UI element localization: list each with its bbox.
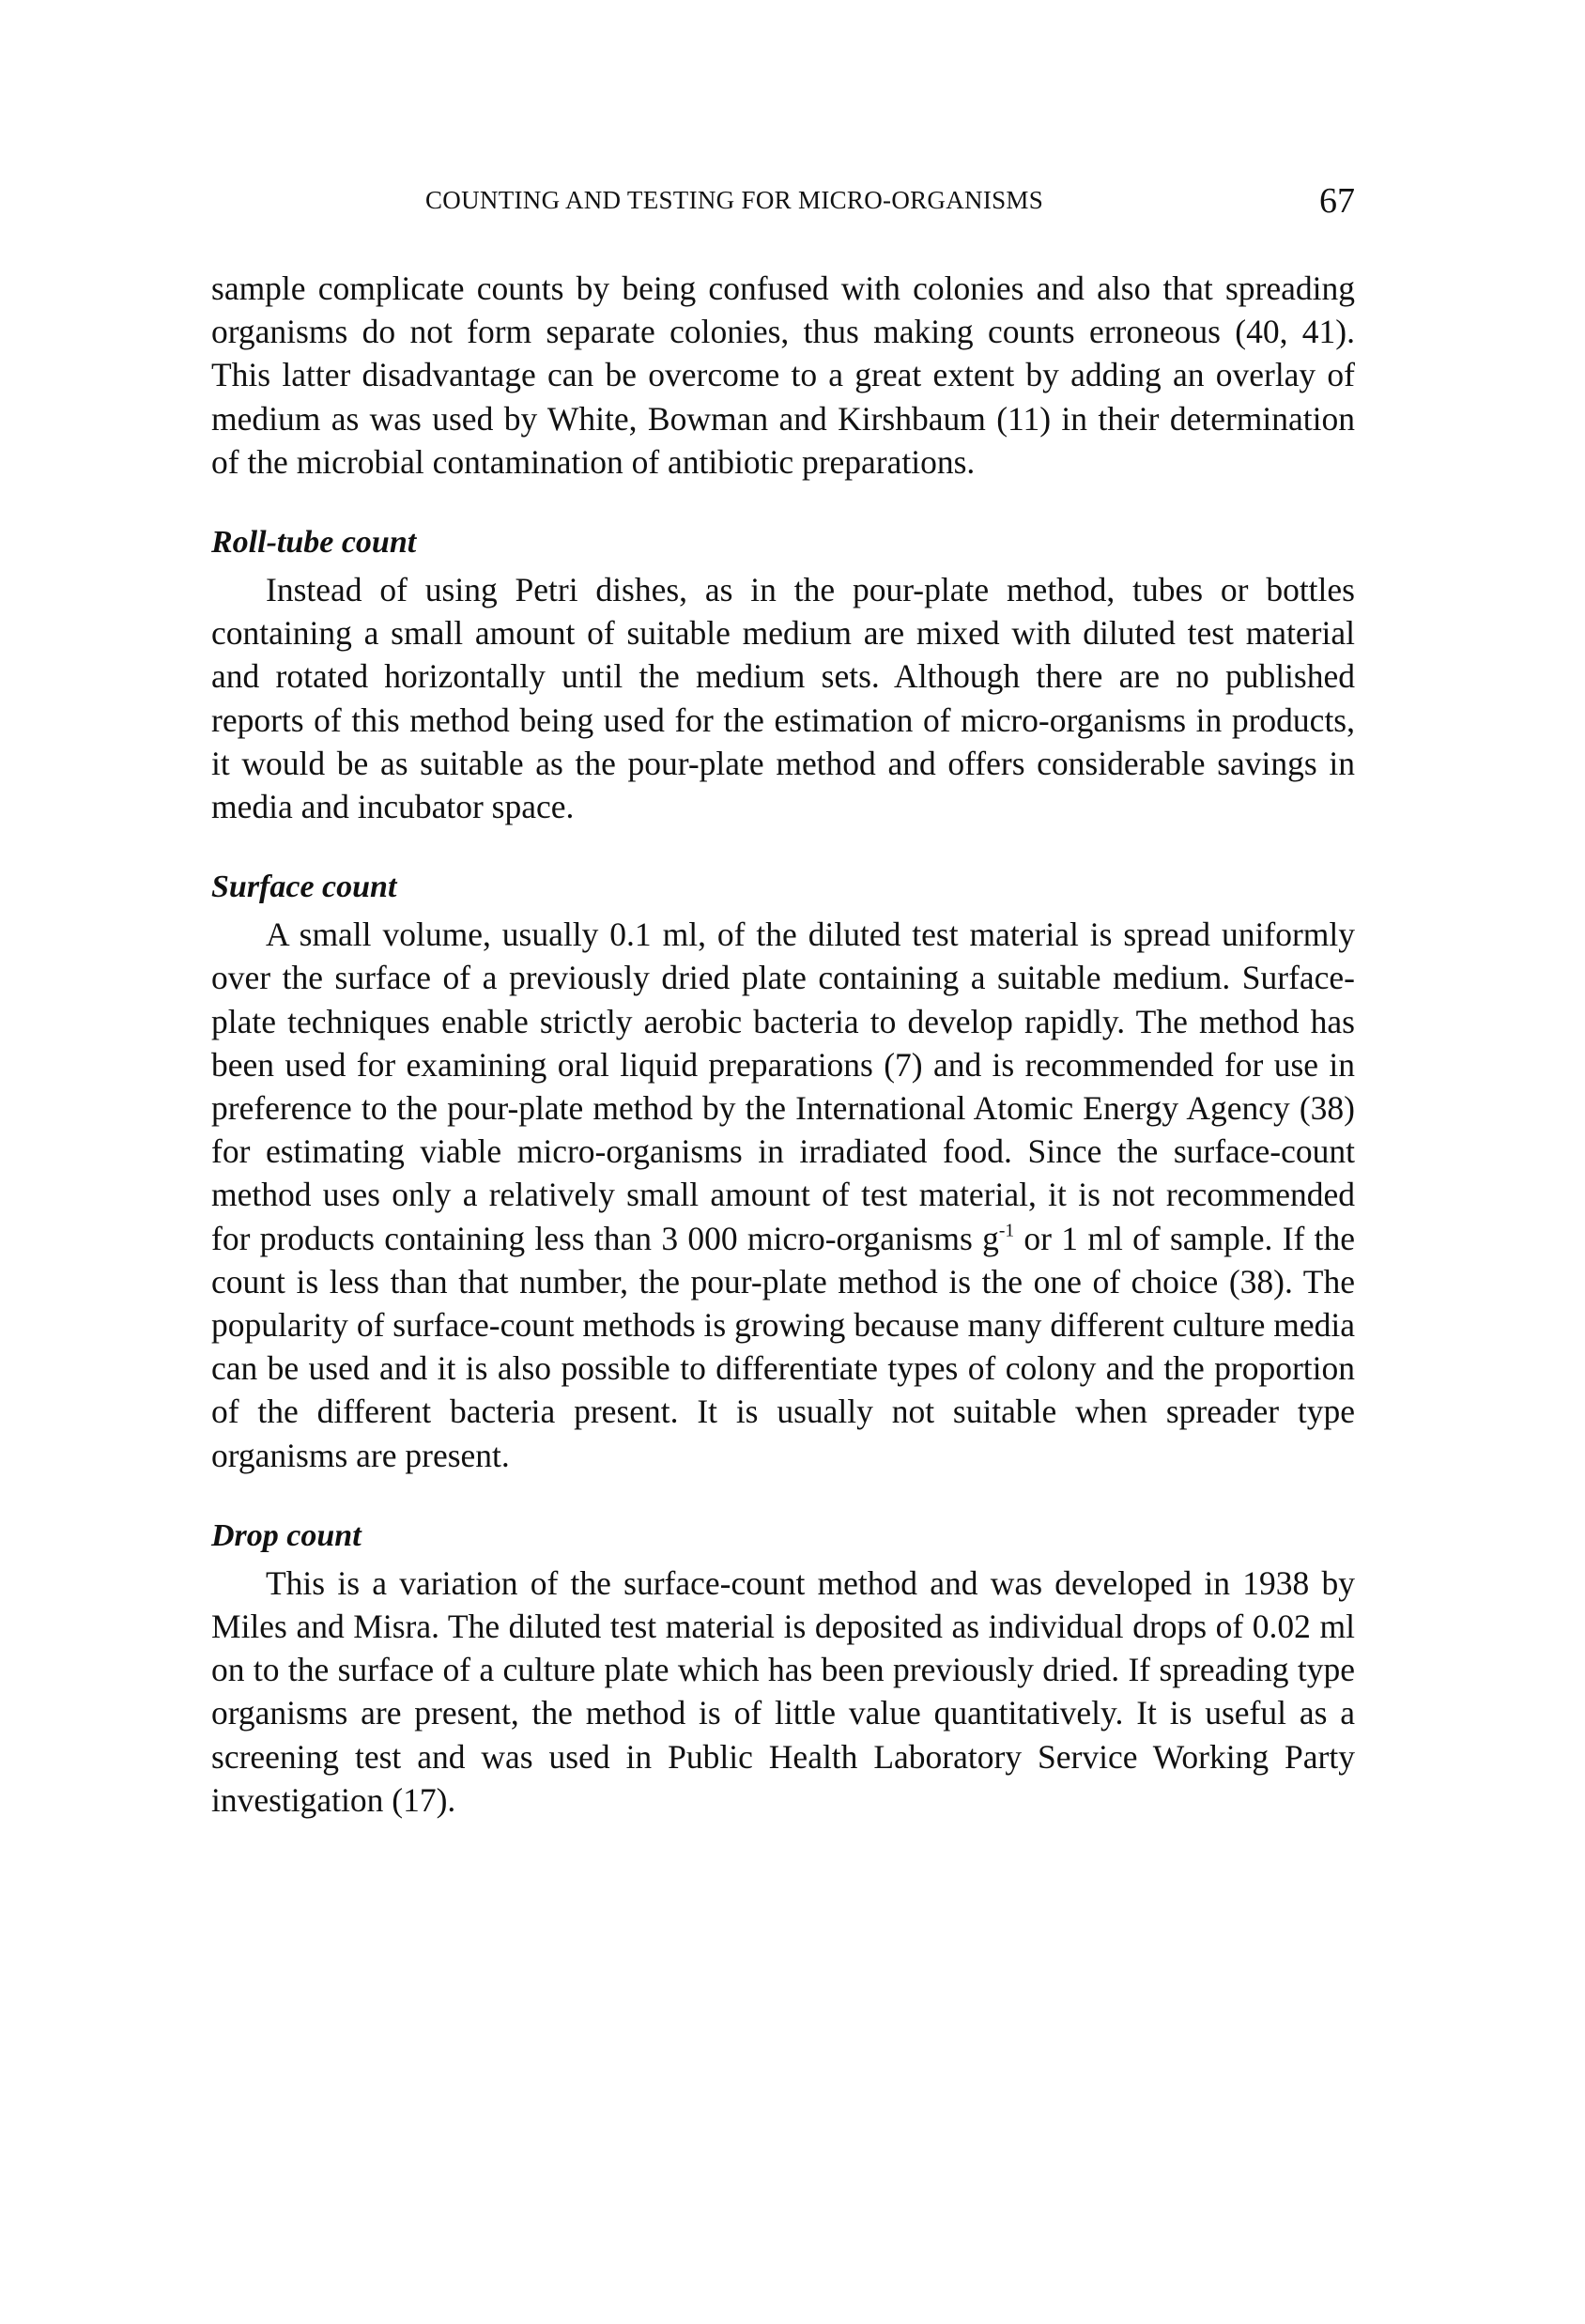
running-title: COUNTING AND TESTING FOR MICRO-ORGANISMS <box>425 186 1044 214</box>
surface-count-text-part1: A small volume, usually 0.1 ml, of the diluted test material is spread uniformly over the surface of a previously dried plate containing a suitable medium. Surface-plate techniques enable strictly aerobic bacteria to develop rapidly. The method has been used for examining oral liquid preparations (7) and is recommended for use in preference to the pour-plate method by the International Atomic Energy Agency (38) for estimating viable micro-organisms in irradiated food. Since the surface-count method uses only a relatively small amount of test material, it is not recommended for products containing less than 3 000 micro-organisms g <box>211 916 1355 1257</box>
section-heading-surface-count: Surface count <box>211 870 397 905</box>
paragraph-roll-tube-count: Instead of using Petri dishes, as in the pour-plate method, tubes or bottles containing a small amount of suitable medium are mixed with diluted test material and rotated horizontally until the medium sets. Although there are no published reports of this method being used for the estimation of micro-organisms in products, it would be as suitable as the pour-plate method and offers considerable savings in media and incubator space. <box>211 571 1355 826</box>
body-text <box>211 267 1355 1822</box>
section-heading-roll-tube-count: Roll-tube count <box>211 525 417 561</box>
running-header <box>211 181 1355 223</box>
continuation-paragraph: sample complicate counts by being confused with colonies and also that spreading organisms do not form separate colonies, thus making counts erroneous (40, 41). This latter disadvantage can be overcome to a great extent by adding an overlay of medium as was used by White, Bowman and Kirshbaum (11) in their determination of the microbial contamination of antibiotic preparations. <box>211 269 1355 481</box>
paragraph-surface-count <box>211 913 1355 1477</box>
page-number: 67 <box>1319 181 1355 221</box>
surface-count-text-part2: or 1 ml of sample. If the count is less than that number, the pour-plate method is the one of choice (38). The popularity of surface-count methods is growing because many different culture media can be used and it is also possible to differentiate types of colony and the proportion of the different bacteria present. It is usually not suitable when spreader type organisms are present. <box>211 1219 1355 1474</box>
paragraph-drop-count: This is a variation of the surface-count method and was developed in 1938 by Miles and Misra. The diluted test material is deposited as individual drops of 0.02 ml on to the surface of a culture plate which has been previously dried. If spreading type organisms are present, the method is of little value quantitatively. It is useful as a screening test and was used in Public Health Laboratory Service Working Party investigation (17). <box>211 1563 1355 1819</box>
section-heading-drop-count: Drop count <box>211 1517 362 1553</box>
superscript-exponent: -1 <box>998 1221 1015 1241</box>
